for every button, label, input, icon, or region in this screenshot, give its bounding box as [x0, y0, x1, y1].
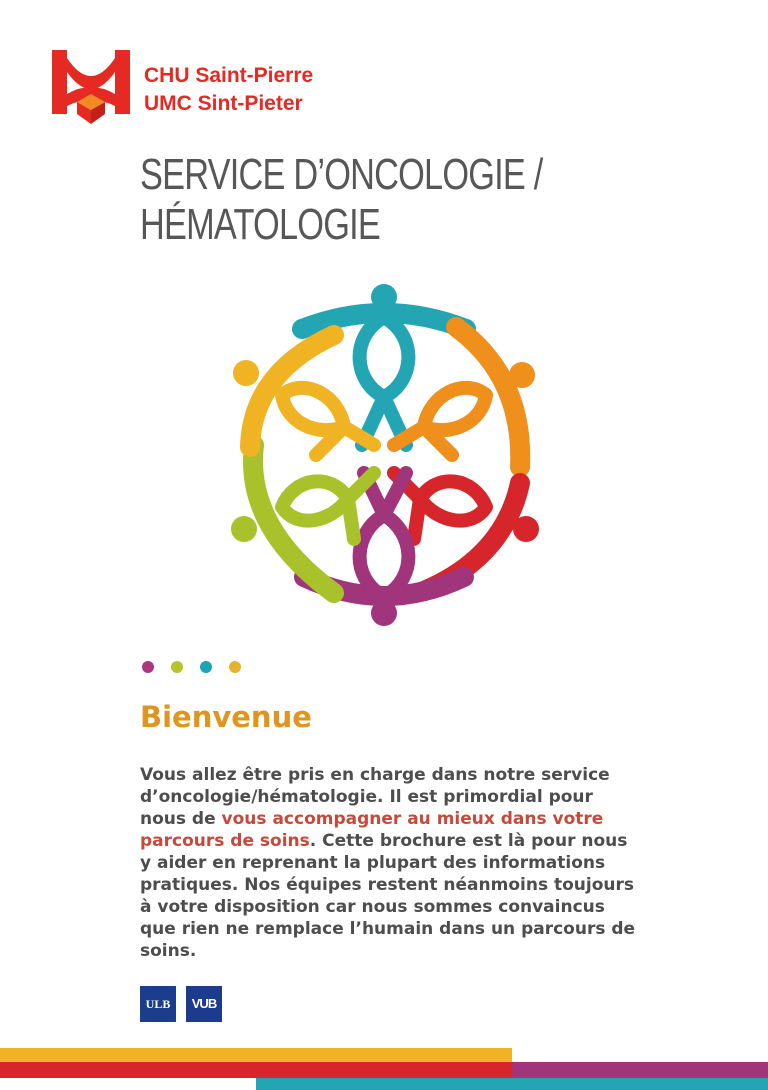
- paragraph-part-2: . Cette brochure est là pour nous y aider en reprenant la plupart des informations pratiques. Nos équipes restent néanmoins toujours à votre disposition car nous sommes convaincus que rien ne remplace l’humain dans un parcours de soins.: [140, 831, 636, 961]
- stripe-purple: [512, 1062, 768, 1078]
- dot-yellow: [229, 661, 241, 673]
- dot-green: [171, 661, 183, 673]
- hospital-name-nl: UMC Sint-Pieter: [144, 92, 303, 115]
- ribbon-people-circle-icon: [224, 277, 544, 633]
- welcome-heading: Bienvenue: [140, 700, 312, 734]
- stripe-red: [0, 1062, 512, 1078]
- stripe-teal: [256, 1078, 768, 1090]
- paragraph-highlight: vous accompagner au mieux dans votre parcours de soins: [140, 809, 604, 851]
- vub-logo: VUB: [186, 986, 222, 1022]
- page-title-line-2: HÉMATOLOGIE: [140, 200, 380, 249]
- ulb-logo: ULB: [140, 986, 176, 1022]
- hospital-name: [144, 62, 313, 118]
- chu-logo-icon: [52, 50, 130, 124]
- partner-logos: [140, 986, 232, 1022]
- page-title: [140, 150, 543, 250]
- welcome-paragraph: [140, 764, 640, 962]
- hospital-name-fr: CHU Saint-Pierre: [144, 64, 314, 87]
- page-title-line-1: SERVICE D’ONCOLOGIE /: [140, 150, 543, 199]
- paragraph-part-1: Vous allez être pris en charge dans notre service d’oncologie/hématologie. Il est primordial pour nous de: [140, 765, 610, 829]
- dot-teal: [200, 661, 212, 673]
- stripe-yellow: [0, 1048, 512, 1062]
- color-dots: [142, 660, 258, 678]
- dot-purple: [142, 661, 154, 673]
